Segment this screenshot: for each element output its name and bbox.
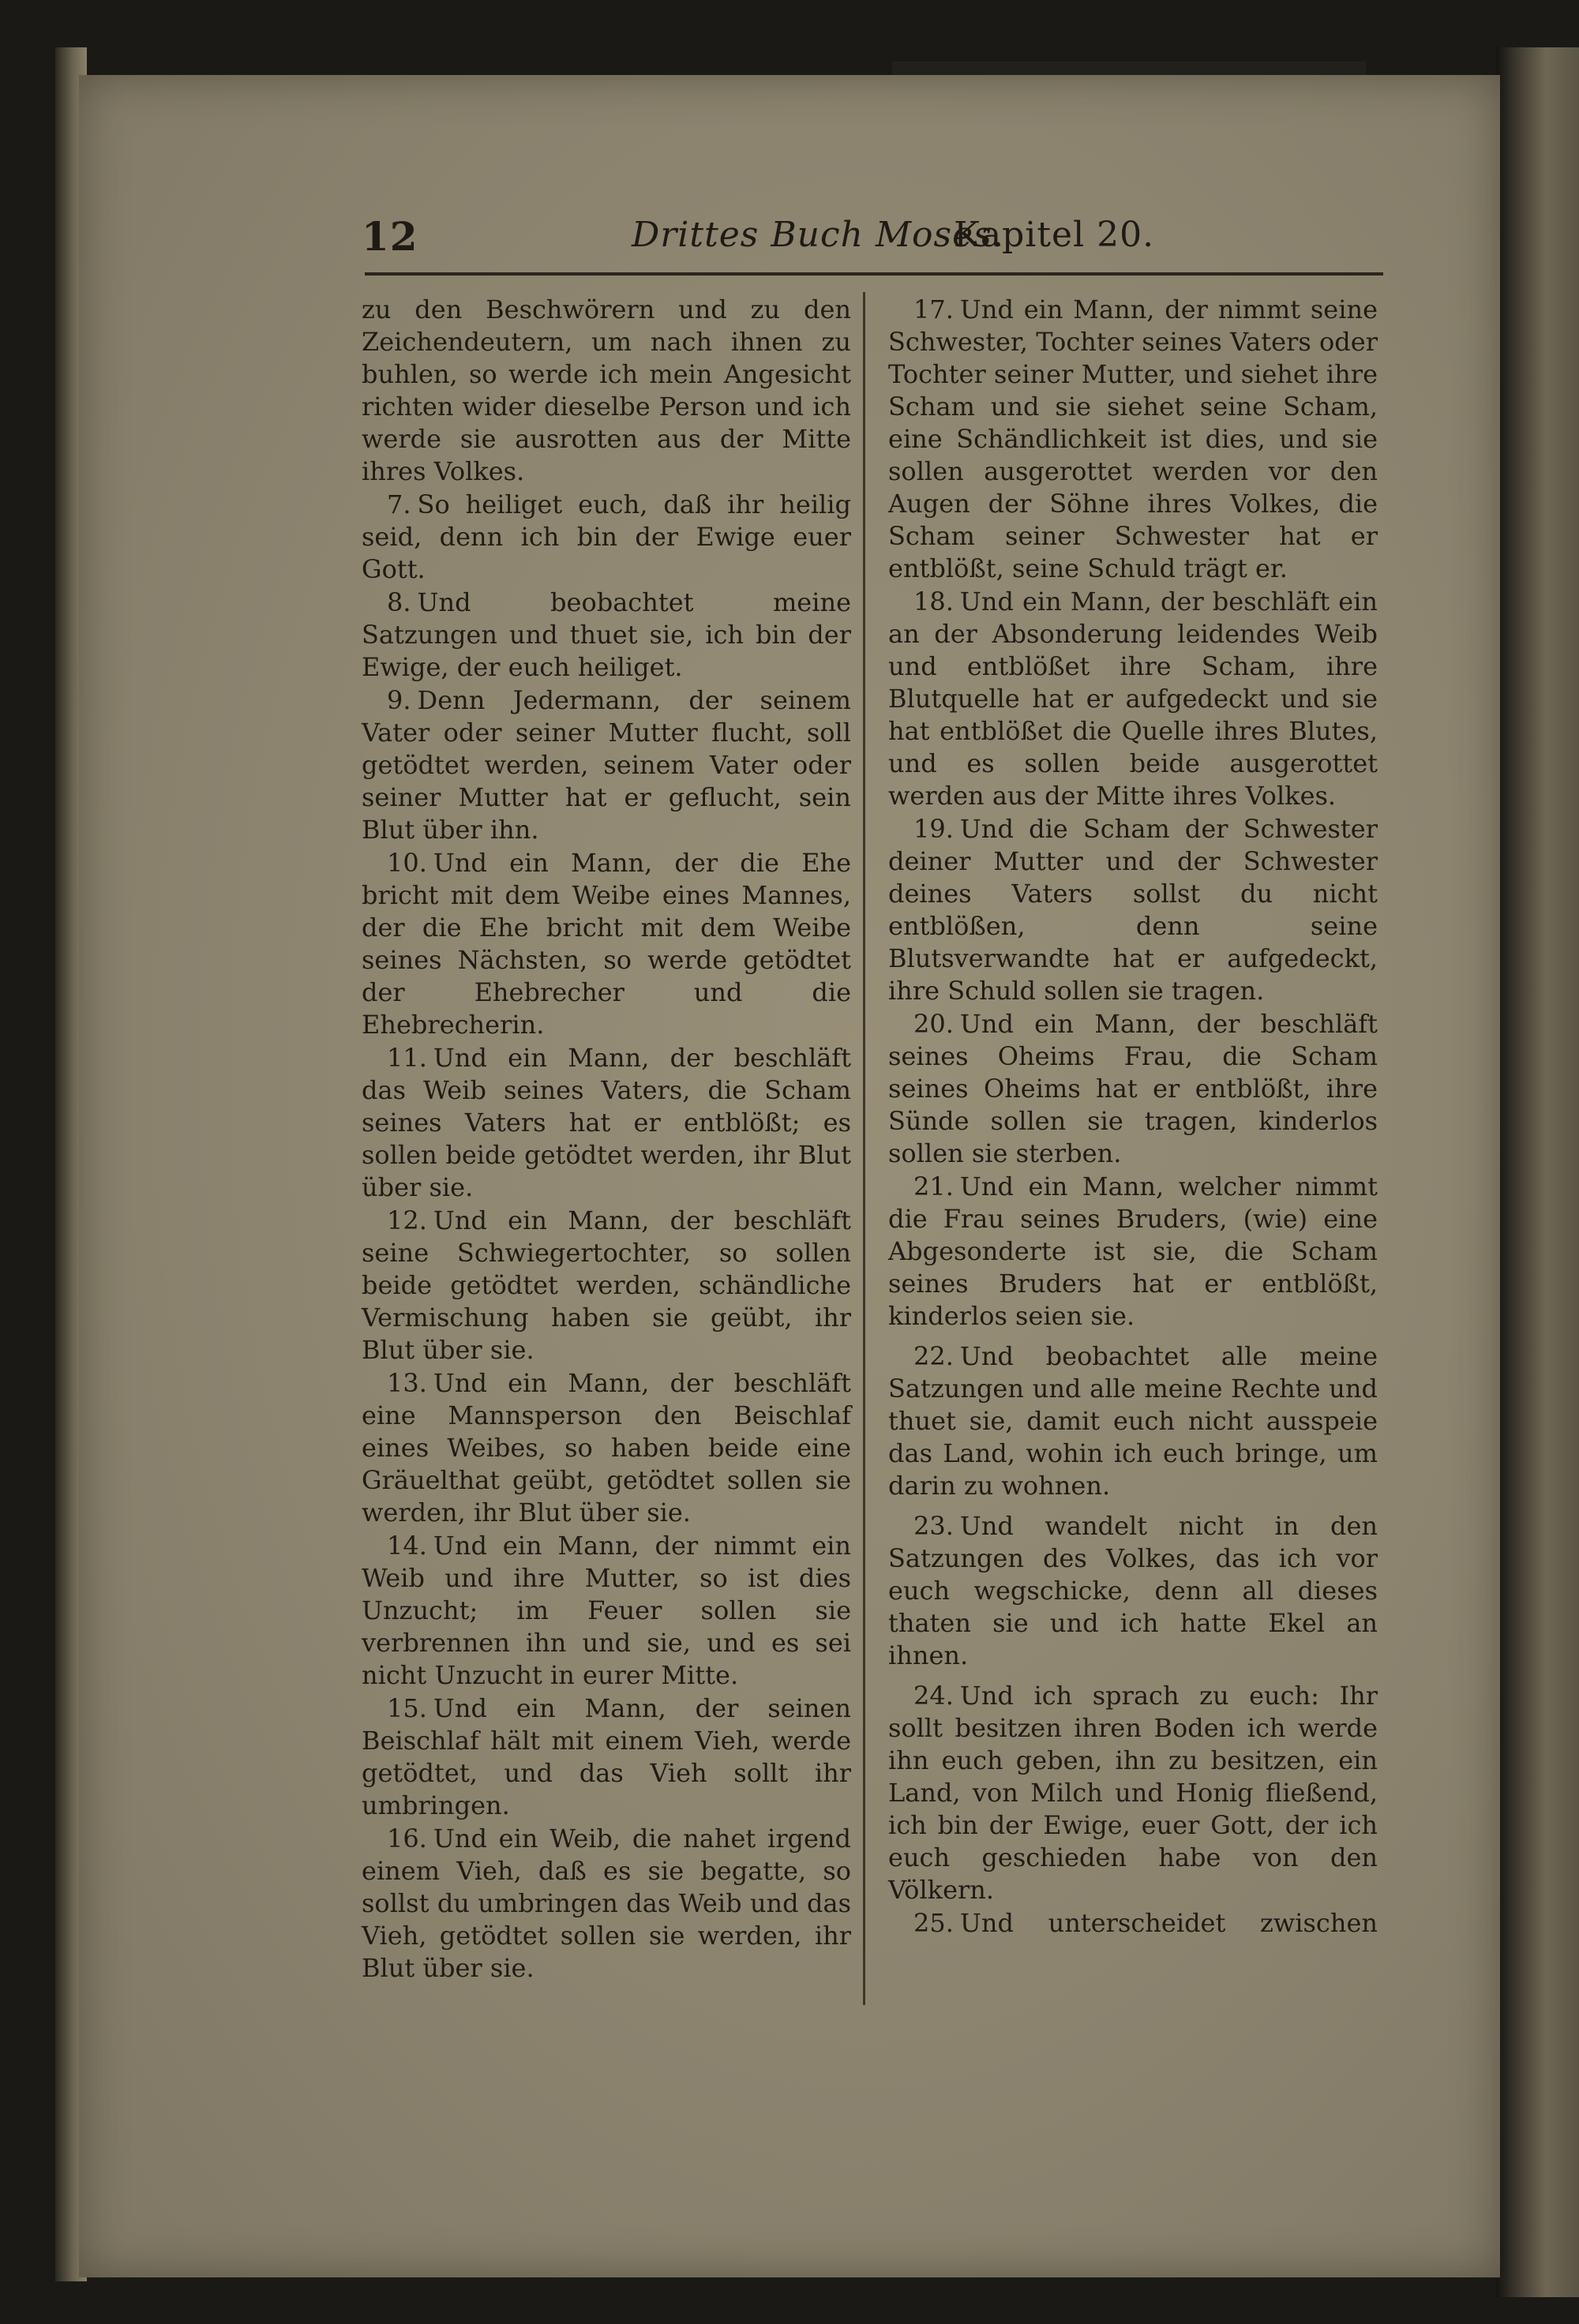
verse-text: Und ein Mann, welcher nimmt die Frau seines Bruders, (wie) eine Abgesonderte ist sie, die Scham seines Bruders hat er entblößt, kinderlos seien sie. <box>888 1171 1378 1331</box>
verse <box>362 1205 851 1366</box>
left-column <box>362 294 851 1985</box>
verse-number: 23. <box>913 1511 954 1541</box>
chapter-label: Kapitel 20. <box>954 215 1155 255</box>
verse <box>362 1367 851 1529</box>
verse <box>888 1680 1378 1906</box>
verse-number: 16. <box>387 1824 427 1854</box>
verse <box>888 1510 1378 1672</box>
verse-text: Und ein Mann, der beschläft seines Oheims Frau, die Scham seines Oheims hat er entblößt, ihre Sünde sollen sie tragen, kinderlos sollen sie sterben. <box>888 1009 1378 1168</box>
verse-text: So heiliget euch, daß ihr heilig seid, denn ich bin der Ewige euer Gott. <box>362 489 851 584</box>
verse-number: 24. <box>913 1681 954 1711</box>
verse-text: Und beobachtet alle meine Satzungen und alle meine Rechte und thuet sie, damit euch nicht ausspeie das Land, wohin ich euch bringe, um darin zu wohnen. <box>888 1341 1378 1501</box>
verse <box>888 1171 1378 1333</box>
verse-text: Und ein Mann, der beschläft ein an der Absonderung leidendes Weib und entblößet ihre Scham, ihre Blutquelle hat er aufgedeckt und sie hat entblößet die Quelle ihres Blutes, und es sollen beide ausgerottet werden aus der Mitte ihres Volkes. <box>888 587 1378 811</box>
verse-number: 7. <box>387 489 411 519</box>
verse-text: Und ich sprach zu euch: Ihr sollt besitzen ihren Boden ich werde ihn euch geben, ihn zu besitzen, ein Land, von Milch und Honig fließend, ich bin der Ewige, euer Gott, der ich euch geschieden habe von den Völkern. <box>888 1681 1378 1905</box>
verse-number: 18. <box>913 587 954 617</box>
right-column <box>888 294 1378 1940</box>
verse-number: 15. <box>387 1693 427 1723</box>
verse <box>888 294 1378 585</box>
verse-number: 20. <box>913 1009 954 1039</box>
verse <box>362 684 851 846</box>
verse <box>888 1907 1378 1940</box>
verse <box>888 586 1378 812</box>
verse-number: 17. <box>913 294 954 324</box>
verse <box>362 294 851 488</box>
page-header <box>363 213 1382 268</box>
verse <box>362 1530 851 1692</box>
verse <box>362 1042 851 1204</box>
verse-text: Und ein Mann, der beschläft das Weib seines Vaters, die Scham seines Vaters hat er entblößt; es sollen beide getödtet werden, ihr Blut über sie. <box>362 1043 851 1202</box>
verse <box>362 1692 851 1822</box>
verse-text: Und unterscheidet zwischen <box>959 1908 1378 1938</box>
verse-number: 19. <box>913 814 954 844</box>
verse-text: Und beobachtet meine Satzungen und thuet sie, ich bin der Ewige, der euch heiliget. <box>362 587 851 682</box>
verse-number: 12. <box>387 1205 427 1235</box>
verse-number: 22. <box>913 1341 954 1371</box>
verse-text: Und ein Weib, die nahet irgend einem Vieh, daß es sie begatte, so sollst du umbringen das Weib und das Vieh, getödtet sollen sie werden, ihr Blut über sie. <box>362 1824 851 1983</box>
verse-text: Und ein Mann, der beschläft seine Schwiegertochter, so sollen beide getödtet werden, schändliche Vermischung haben sie geübt, ihr Blut über sie. <box>362 1205 851 1365</box>
verse-number: 9. <box>387 685 411 715</box>
verse <box>888 1340 1378 1502</box>
verse-text: Und ein Mann, der nimmt ein Weib und ihre Mutter, so ist dies Unzucht; im Feuer sollen sie verbrennen ihn und sie, und es sei nicht Unzucht in eurer Mitte. <box>362 1531 851 1690</box>
verse-text: zu den Beschwörern und zu den Zeichendeutern, um nach ihnen zu buhlen, so werde ich mein Angesicht richten wider dieselbe Person und ich werde sie ausrotten aus der Mitte ihres Volkes. <box>362 294 851 486</box>
verse-number: 14. <box>387 1531 427 1561</box>
header-rule <box>365 272 1383 276</box>
verse <box>888 813 1378 1007</box>
verse-number: 25. <box>913 1908 954 1938</box>
verse-text: Denn Jedermann, der seinem Vater oder seiner Mutter flucht, soll getödtet werden, seinem Vater oder seiner Mutter hat er geflucht, sein Blut über ihn. <box>362 685 851 845</box>
verse <box>362 847 851 1041</box>
verse <box>362 587 851 684</box>
verse <box>362 489 851 586</box>
verse-number: 13. <box>387 1368 427 1398</box>
verse-number: 11. <box>387 1043 427 1073</box>
page-number: 12 <box>362 213 418 260</box>
verse-number: 10. <box>387 848 427 878</box>
verse-text: Und wandelt nicht in den Satzungen des Volkes, das ich vor euch wegschicke, denn all dieses thaten sie und ich hatte Ekel an ihnen. <box>888 1511 1378 1670</box>
verse-text: Und die Scham der Schwester deiner Mutter und der Schwester deines Vaters sollst du nicht entblößen, denn seine Blutsverwandte hat er aufgedeckt, ihre Schuld sollen sie tragen. <box>888 814 1378 1006</box>
column-divider <box>863 292 865 2005</box>
verse-text: Und ein Mann, der beschläft eine Mannsperson den Beischlaf eines Weibes, so haben beide eine Gräuelthat geübt, getödtet sollen sie werden, ihr Blut über sie. <box>362 1368 851 1527</box>
running-title: Drittes Buch Moses. <box>632 215 1004 255</box>
verse <box>362 1823 851 1985</box>
verse-text: Und ein Mann, der die Ehe bricht mit dem Weibe eines Mannes, der die Ehe bricht mit dem Weibe seines Nächsten, so werde getödtet der Ehebrecher und die Ehebrecherin. <box>362 848 851 1040</box>
verse-text: Und ein Mann, der nimmt seine Schwester, Tochter seines Vaters oder Tochter seiner Mutter, und siehet ihre Scham und sie siehet seine Scham, eine Schändlichkeit ist dies, und sie sollen ausgerottet werden vor den Augen der Söhne ihres Volkes, die Scham seiner Schwester hat er entblößt, seine Schuld trägt er. <box>888 294 1378 583</box>
verse-number: 8. <box>387 587 411 617</box>
verse-text: Und ein Mann, der seinen Beischlaf hält mit einem Vieh, werde getödtet, und das Vieh sollt ihr umbringen. <box>362 1693 851 1820</box>
facing-page-edge <box>1496 47 1579 2297</box>
verse-number: 21. <box>913 1171 954 1201</box>
verse <box>888 1008 1378 1170</box>
